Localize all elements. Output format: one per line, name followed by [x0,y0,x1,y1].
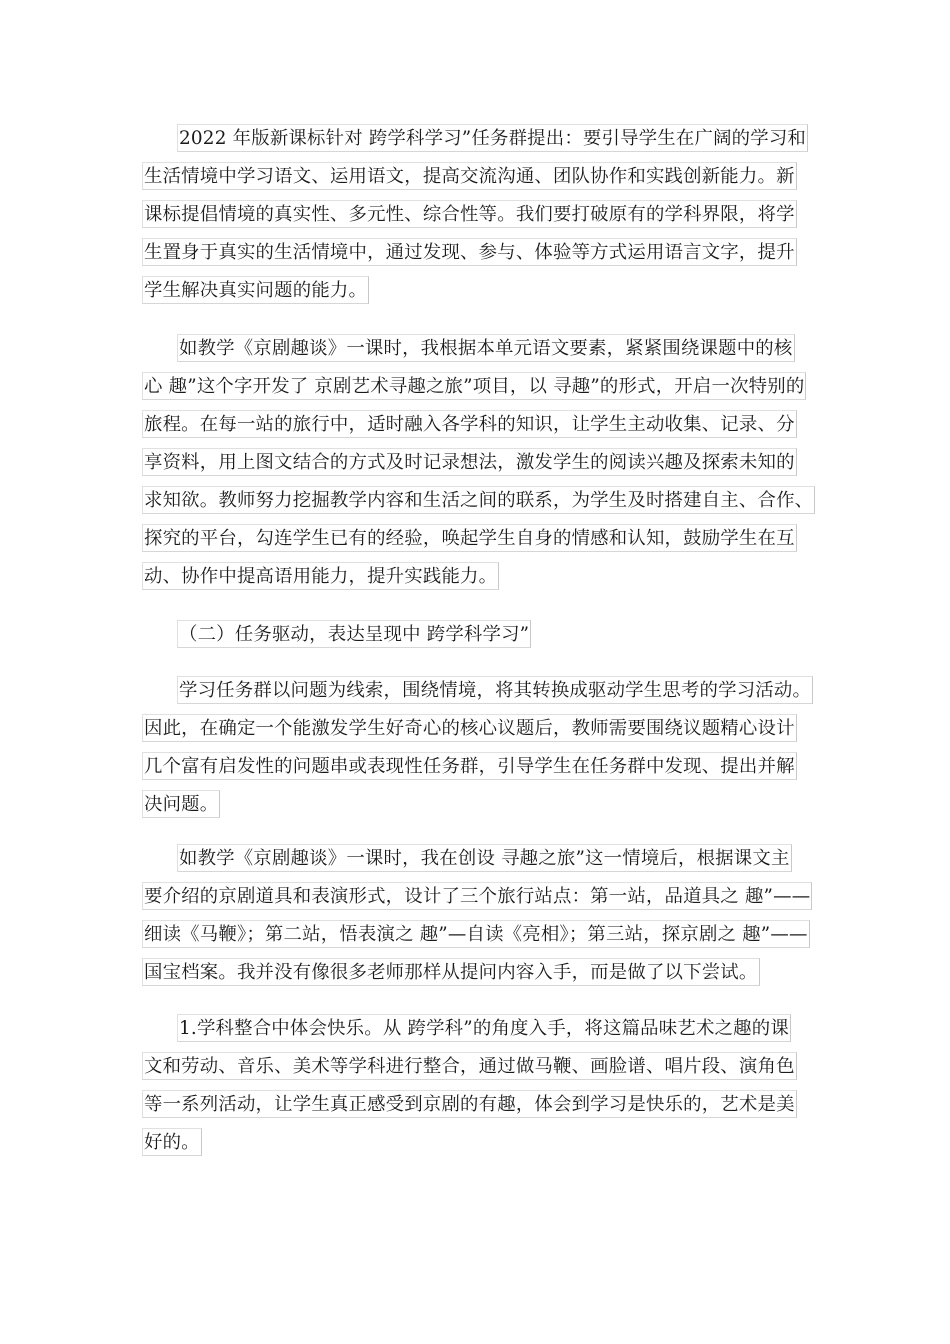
text-line: 等一系列活动，让学生真正感受到京剧的有趣，体会到学习是快乐的，艺术是美 [142,1090,797,1118]
text-line: 旅程。在每一站的旅行中，适时融入各学科的知识，让学生主动收集、记录、分 [142,410,797,438]
text-line: 几个富有启发性的问题串或表现性任务群，引导学生在任务群中发现、提出并解 [142,752,797,780]
section-heading: （二）任务驱动，表达呈现中 跨学科学习” [177,620,531,648]
text-line: 1.学科整合中体会快乐。从 跨学科”的角度入手，将这篇品味艺术之趣的课 [177,1014,791,1042]
text-line: 享资料，用上图文结合的方式及时记录想法，激发学生的阅读兴趣及探索未知的 [142,448,797,476]
text-line: 学习任务群以问题为线索，围绕情境，将其转换成驱动学生思考的学习活动。 [177,676,813,704]
paragraph-curriculum-standard [142,124,822,314]
text-line: 2022 年版新课标针对 跨学科学习”任务群提出：要引导学生在广阔的学习和 [177,124,808,152]
text-line: 生置身于真实的生活情境中，通过发现、参与、体验等方式运用语言文字，提升 [142,238,797,266]
text-line: 如教学《京剧趣谈》一课时，我在创设 寻趣之旅”这一情境后，根据课文主 [177,844,792,872]
paragraph-task-groups [142,676,822,828]
text-line: 心 趣”这个字开发了 京剧艺术寻趣之旅”项目，以 寻趣”的形式，开启一次特别的 [142,372,806,400]
paragraph-subject-integration [142,1014,822,1166]
text-line: 决问题。 [142,790,220,818]
text-line: 学生解决真实问题的能力。 [142,276,369,304]
text-line: 求知欲。教师努力挖掘教学内容和生活之间的联系，为学生及时搭建自主、合作、 [142,486,815,514]
text-line: 好的。 [142,1128,202,1156]
section-heading-task-driven [142,620,822,658]
text-line: 国宝档案。我并没有像很多老师那样从提问内容入手，而是做了以下尝试。 [142,958,760,986]
paragraph-travel-stations [142,844,822,996]
text-line: 要介绍的京剧道具和表演形式，设计了三个旅行站点：第一站，品道具之 趣”—— [142,882,812,910]
text-line: 生活情境中学习语文、运用语文，提高交流沟通、团队协作和实践创新能力。新 [142,162,797,190]
text-line: 细读《马鞭》；第二站，悟表演之 趣”—自读《亮相》；第三站，探京剧之 趣”—— [142,920,810,948]
text-line: 课标提倡情境的真实性、多元性、综合性等。我们要打破原有的学科界限，将学 [142,200,797,228]
text-line: 因此，在确定一个能激发学生好奇心的核心议题后，教师需要围绕议题精心设计 [142,714,797,742]
text-line: 动、协作中提高语用能力，提升实践能力。 [142,562,499,590]
text-line: 如教学《京剧趣谈》一课时，我根据本单元语文要素，紧紧围绕课题中的核 [177,334,795,362]
text-line: 文和劳动、音乐、美术等学科进行整合，通过做马鞭、画脸谱、唱片段、演角色 [142,1052,797,1080]
text-line: 探究的平台，勾连学生已有的经验，唤起学生自身的情感和认知，鼓励学生在互 [142,524,797,552]
paragraph-beijing-opera-example [142,334,822,600]
